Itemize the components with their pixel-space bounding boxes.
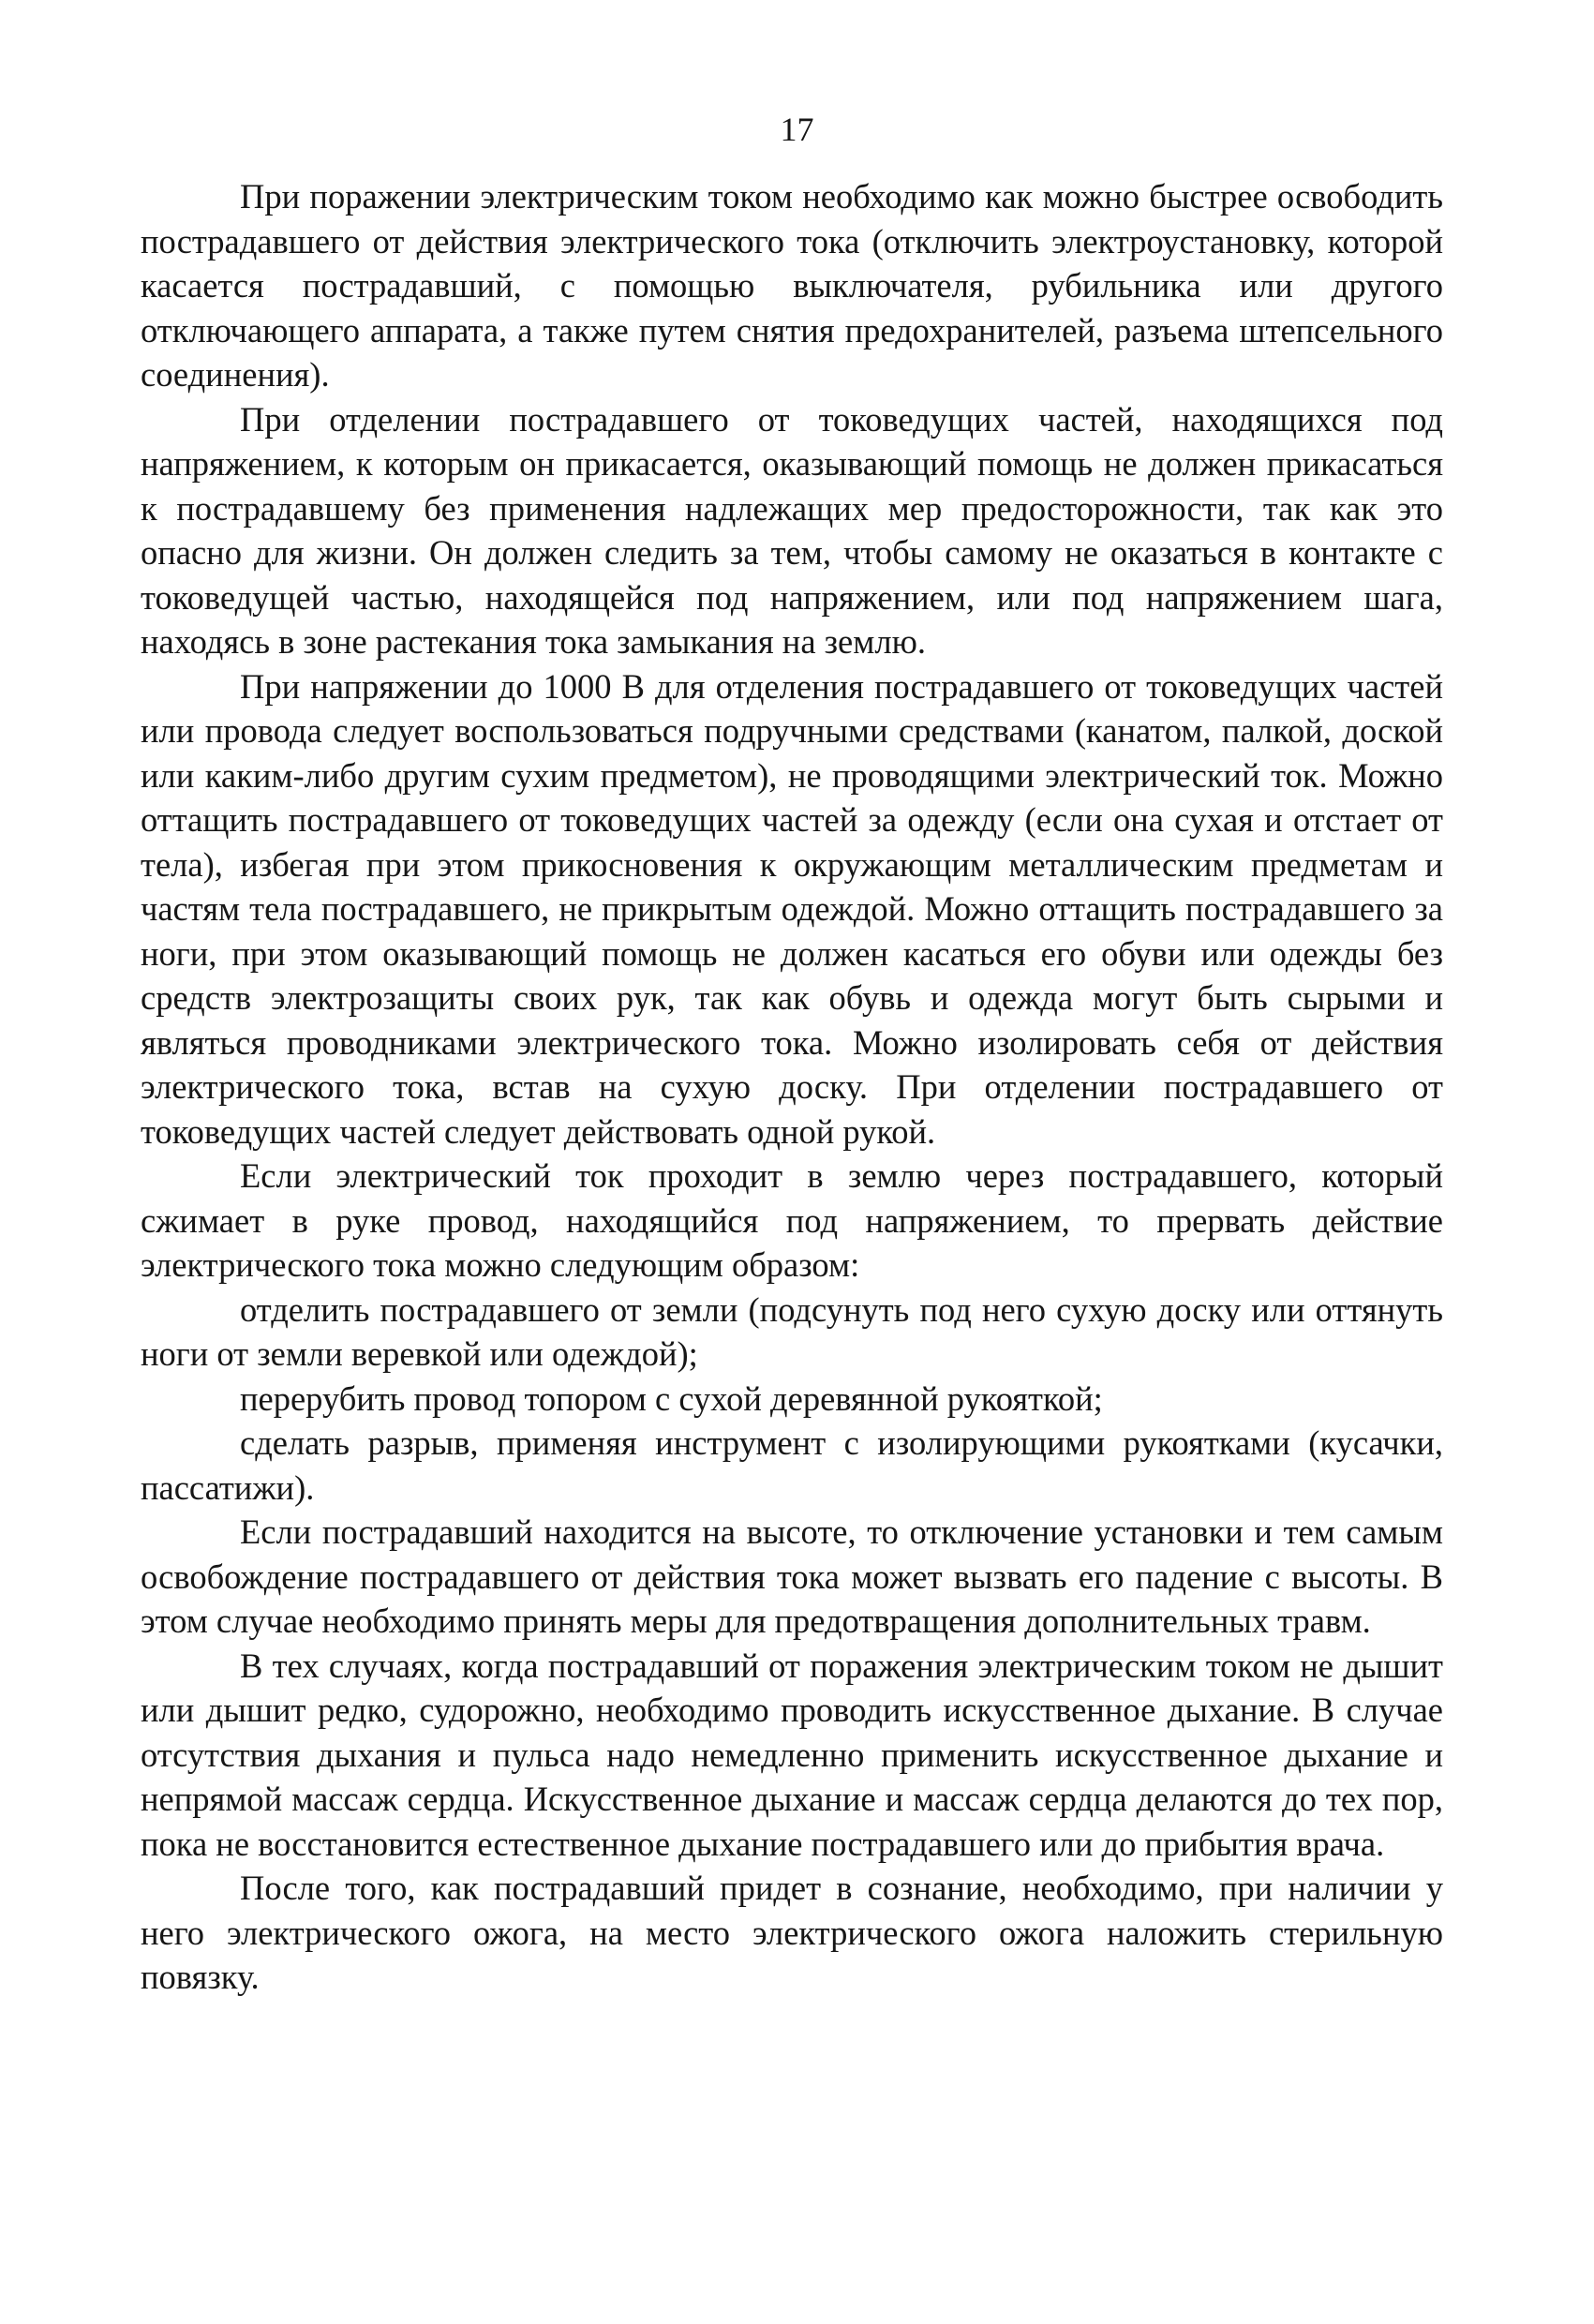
paragraph-disconnect-current: При поражении электрическим током необходимо как можно быстрее освободить пострадавшего от действия электрического тока (отключить электроустановку, которой касается пострадавший, с помощью выключателя, рубильника или другого отключающего аппарата, а также путем снятия предохранителей, разъема штепсельного соединения). — [141, 177, 1443, 394]
paragraph-current-through-ground: Если электрический ток проходит в землю через пострадавшего, который сжимает в руке провод, находящийся под напряжением, то прервать действие электрического тока можно следующим образом: — [141, 1156, 1443, 1284]
list-item-make-break: сделать разрыв, применяя инструмент с изолирующими рукоятками (кусачки, пассатижи). — [141, 1423, 1443, 1507]
document-body — [141, 174, 1443, 2000]
paragraph-separation-precautions: При отделении пострадавшего от токоведущих частей, находящихся под напряжением, к которым он прикасается, оказывающий помощь не должен прикасаться к пострадавшему без применения надлежащих мер предосторожности, так как это опасно для жизни. Он должен следить за тем, чтобы самому не оказаться в контакте с токоведущей частью, находящейся под напряжением, или под напряжением шага, находясь в зоне растекания тока замыкания на землю. — [141, 399, 1443, 661]
page-number: 17 — [780, 111, 814, 148]
paragraph-at-height: Если пострадавший находится на высоте, то отключение установки и тем самым освобождение пострадавшего от действия тока может вызвать его падение с высоты. В этом случае необходимо принять меры для предотвращения дополнительных травм. — [141, 1512, 1443, 1640]
paragraph-artificial-respiration: В тех случаях, когда пострадавший от поражения электрическим током не дышит или дышит редко, судорожно, необходимо проводить искусственное дыхание. В случае отсутствия дыхания и пульса надо немедленно применить искусственное дыхание и непрямой массаж сердца. Искусственное дыхание и массаж сердца делаются до тех пор, пока не восстановится естественное дыхание пострадавшего или до прибытия врача. — [141, 1646, 1443, 1863]
list-item-separate-from-ground: отделить пострадавшего от земли (подсунуть под него сухую доску или оттянуть ноги от земли веревкой или одеждой); — [141, 1289, 1443, 1373]
paragraph-voltage-up-to-1000v: При напряжении до 1000 В для отделения пострадавшего от токоведущих частей или провода следует воспользоваться подручными средствами (канатом, палкой, доской или каким-либо другим сухим предметом), не проводящими электрический ток. Можно оттащить пострадавшего от токоведущих частей за одежду (если она сухая и отстает от тела), избегая при этом прикосновения к окружающим металлическим предметам и частям тела пострадавшего, не прикрытым одеждой. Можно оттащить пострадавшего за ноги, при этом оказывающий помощь не должен касаться его обуви или одежды без средств электрозащиты своих рук, так как обувь и одежда могут быть сырыми и являться проводниками электрического тока. Можно изолировать себя от действия электрического тока, встав на сухую доску. При отделении пострадавшего от токоведущих частей следует действовать одной рукой. — [141, 666, 1443, 1151]
list-item-cut-wire: перерубить провод топором с сухой деревянной рукояткой; — [240, 1378, 1103, 1418]
paragraph-burn-dressing: После того, как пострадавший придет в сознание, необходимо, при наличии у него электрического ожога, на место электрического ожога наложить стерильную повязку. — [141, 1869, 1443, 1996]
